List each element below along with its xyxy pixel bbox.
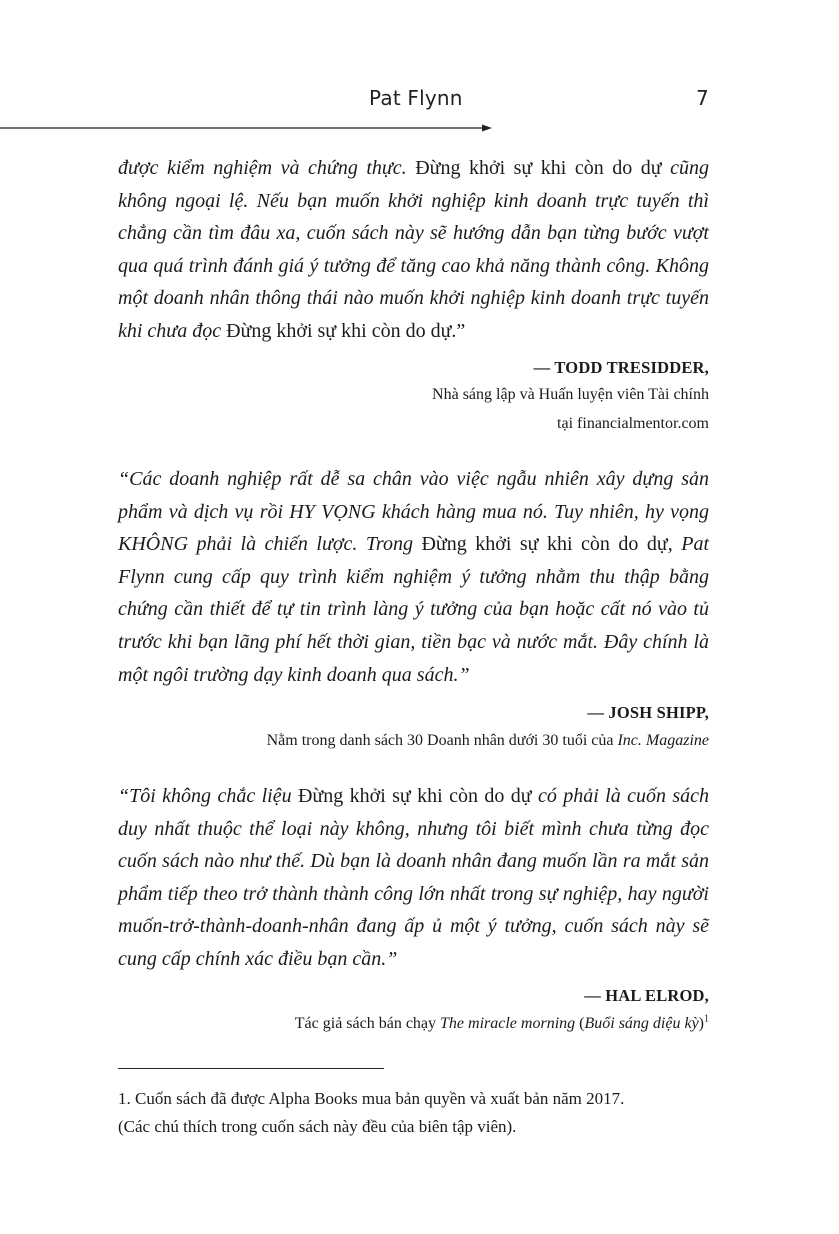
paren: ) <box>698 1015 704 1032</box>
attribution-role <box>267 732 709 750</box>
quote-text: cũng không ngoại lệ. Nếu bạn muốn khởi nghiệp kinh doanh trực tuyến thì chẳng cần tìm đâu xa, cuốn sách này sẽ hướng dẫn bạn từng bước vượt qua quá trình đánh giá ý tưởng để tăng cao khả năng thành công. Không một doanh nhân thông thái nào muốn khởi nghiệp kinh doanh trực tuyến khi chưa đọc <box>118 157 709 342</box>
quote-end: .” <box>451 319 466 342</box>
magazine-title: Inc. Magazine <box>617 732 709 749</box>
footnote <box>118 1085 718 1141</box>
quote-text: được kiểm nghiệm và chứng thực. <box>118 157 416 179</box>
quote-text: “Các doanh nghiệp rất dễ sa chân vào việc ngẫu nhiên xây dựng sản phẩm và dịch vụ rồi HY VỌNG khách hàng mua nó. Tuy nhiên, hy vọng KHÔNG phải là chiến lược. Trong <box>118 468 709 556</box>
book-title-vi: Buổi sáng diệu kỳ <box>584 1015 699 1032</box>
quote-todd-tresidder <box>118 152 709 348</box>
attribution-name: — TODD TRESIDDER, <box>533 358 709 377</box>
quote-text: có phải là cuốn sách duy nhất thuộc thể loại này không, nhưng tôi biết mình chưa từng đọc cuốn sách nào như thế. Dù bạn là doanh nhân đang muốn lần ra mắt sản phẩm tiếp theo trở thành thành công lớn nhất trong sự nghiệp, hay người muốn-trở-thành-doanh-nhân đang ấp ủ một ý tưởng, cuốn sách này sẽ cung cấp chính xác điều bạn cần.” <box>118 785 709 970</box>
attribution-name: — JOSH SHIPP, <box>587 703 709 722</box>
attribution-role: Nhà sáng lập và Huấn luyện viên Tài chính <box>432 386 709 403</box>
page-number: 7 <box>696 86 709 110</box>
attribution-role-text: Nằm trong danh sách 30 Doanh nhân dưới 30 tuổi của <box>266 732 618 749</box>
header-rule-arrow <box>0 121 495 135</box>
footnote-ref: 1 <box>704 1013 709 1025</box>
quote-hal-elrod <box>118 780 709 976</box>
book-title: Đừng khởi sự khi còn do dự <box>415 157 662 179</box>
attribution-role-text: Tác giả sách bán chạy <box>294 1015 441 1032</box>
quote-text: “Tôi không chắc liệu <box>118 785 298 807</box>
quote-josh-shipp <box>118 463 709 691</box>
paren: ( <box>575 1015 585 1032</box>
book-title-en: The miracle morning <box>440 1015 576 1032</box>
running-header-author: Pat Flynn <box>369 86 463 110</box>
quote-text: , Pat Flynn cung cấp quy trình kiểm nghiệm ý tưởng nhằm thu thập bằng chứng cần thiết để tự tin trình làng ý tưởng của bạn hoặc cất nó vào tủ trước khi bạn lãng phí hết thời gian, tiền bạc và nước mắt. Đây chính là một ngôi trường dạy kinh doanh qua sách.” <box>118 533 709 686</box>
footnote-divider <box>118 1068 384 1069</box>
attribution-name: — HAL ELROD, <box>584 986 709 1005</box>
footnote-line: (Các chú thích trong cuốn sách này đều của biên tập viên). <box>118 1117 517 1136</box>
attribution-role: tại financialmentor.com <box>557 415 709 432</box>
book-title: Đừng khởi sự khi còn do dự <box>421 533 668 556</box>
attribution-role <box>295 1015 709 1033</box>
book-title: Đừng khởi sự khi còn do dự <box>297 785 532 807</box>
book-title: Đừng khởi sự khi còn do dự <box>226 319 452 342</box>
footnote-line: 1. Cuốn sách đã được Alpha Books mua bản quyền và xuất bản năm 2017. <box>118 1089 625 1108</box>
